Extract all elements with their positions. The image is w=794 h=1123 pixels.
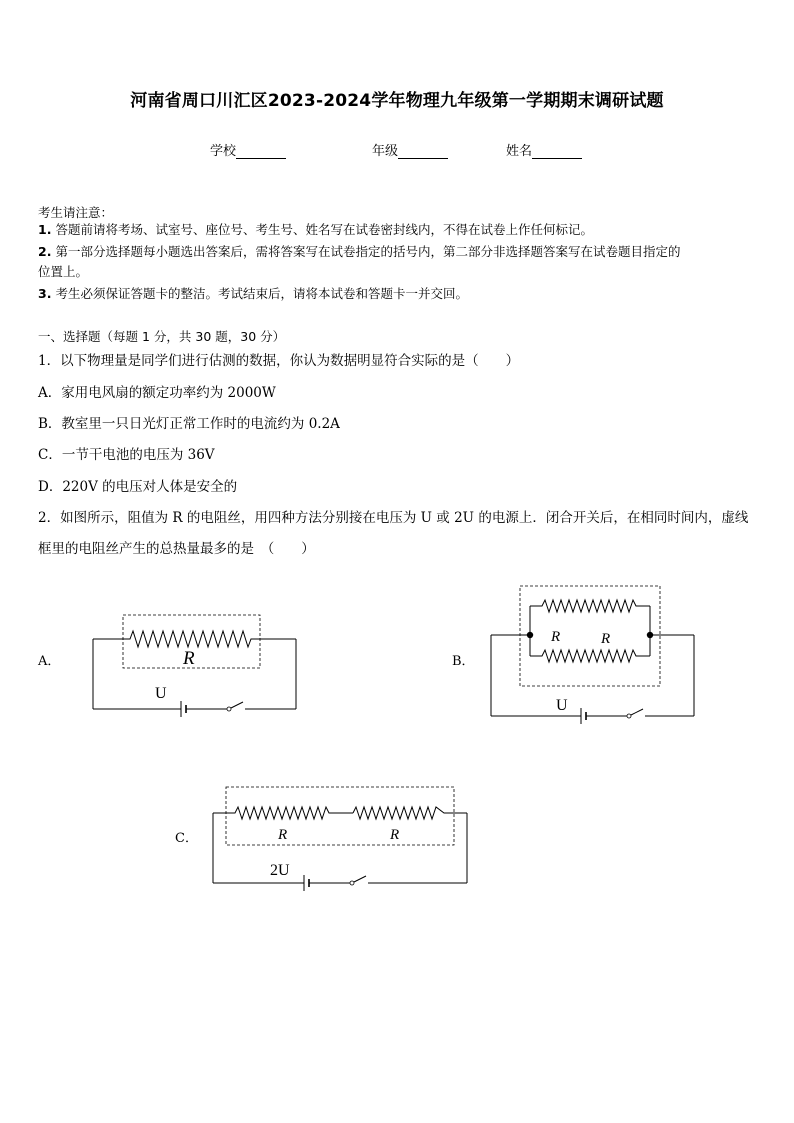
school-blank[interactable]: [236, 146, 286, 159]
name-label: 姓名: [506, 144, 533, 159]
circuit-a-diagram: [85, 605, 305, 720]
resistor-bottom-zigzag: [530, 650, 650, 662]
q2-stem-line2: 框里的电阻丝产生的总热量最多的是 （ ）: [38, 541, 315, 557]
grade-blank[interactable]: [398, 146, 448, 159]
notice-item-2: 2. 第一部分选择题每小题选出答案后，需将答案写在试卷指定的括号内，第二部分非选择题答案写在试卷题目指定的: [38, 244, 681, 259]
notice-item-1: 1. 答题前请将考场、试室号、座位号、考生号、姓名写在试卷密封线内，不得在试卷上作任何标记。: [38, 222, 593, 237]
q1-stem: 1．以下物理量是同学们进行估测的数据，你认为数据明显符合实际的是（ ）: [38, 353, 520, 369]
q2-option-a-label[interactable]: A．: [38, 654, 61, 669]
q2-stem-line1: 2．如图所示，阻值为 R 的电阻丝，用四种方法分别接在电压为 U 或 2U 的电源上．闭合开关后，在相同时间内，虚线: [38, 510, 749, 526]
resistor-label: R: [183, 648, 195, 669]
name-blank[interactable]: [532, 146, 582, 159]
grade-field[interactable]: [372, 140, 448, 159]
dashed-box: [226, 787, 454, 845]
notice-heading: 考生请注意：: [38, 205, 114, 220]
resistor-left-zigzag: [213, 807, 353, 819]
q1-option-c[interactable]: C．一节干电池的电压为 36V: [38, 447, 215, 463]
name-field[interactable]: [506, 140, 582, 159]
school-label: 学校: [210, 144, 237, 159]
q1-option-a[interactable]: A．家用电风扇的额定功率约为 2000W: [38, 385, 276, 401]
resistor-top-zigzag: [530, 600, 650, 612]
resistor-zigzag: [93, 631, 296, 647]
resistor-left-label: R: [278, 827, 288, 843]
resistor-bottom-label: R: [601, 631, 611, 647]
grade-label: 年级: [372, 144, 399, 159]
resistor-right-zigzag: [353, 807, 467, 819]
switch-pivot: [227, 707, 231, 711]
notice-item-3: 3. 考生必须保证答题卡的整洁。考试结束后，请将本试卷和答题卡一并交回。: [38, 286, 468, 301]
q2-option-b-label[interactable]: B．: [452, 654, 475, 669]
notice-item-2-cont: 位置上。: [38, 264, 89, 279]
resistor-top-label: R: [551, 629, 561, 645]
circuit-b-diagram: [485, 580, 700, 725]
circuit-c-diagram: [208, 782, 473, 892]
voltage-label: 2U: [270, 862, 290, 879]
voltage-label: U: [155, 685, 167, 702]
q1-option-b[interactable]: B．教室里一只日光灯正常工作时的电流约为 0.2A: [38, 416, 340, 432]
q1-option-d[interactable]: D．220V 的电压对人体是安全的: [38, 479, 238, 495]
dashed-box: [520, 586, 660, 686]
q2-option-c-label[interactable]: C．: [175, 831, 198, 846]
resistor-right-label: R: [390, 827, 400, 843]
page-title: 河南省周口川汇区2023-2024学年物理九年级第一学期期末调研试题: [130, 91, 664, 111]
section-heading: 一、选择题（每题 1 分，共 30 题，30 分）: [38, 329, 286, 344]
switch-blade: [231, 702, 243, 708]
school-field[interactable]: [210, 140, 286, 159]
voltage-label: U: [556, 697, 568, 714]
